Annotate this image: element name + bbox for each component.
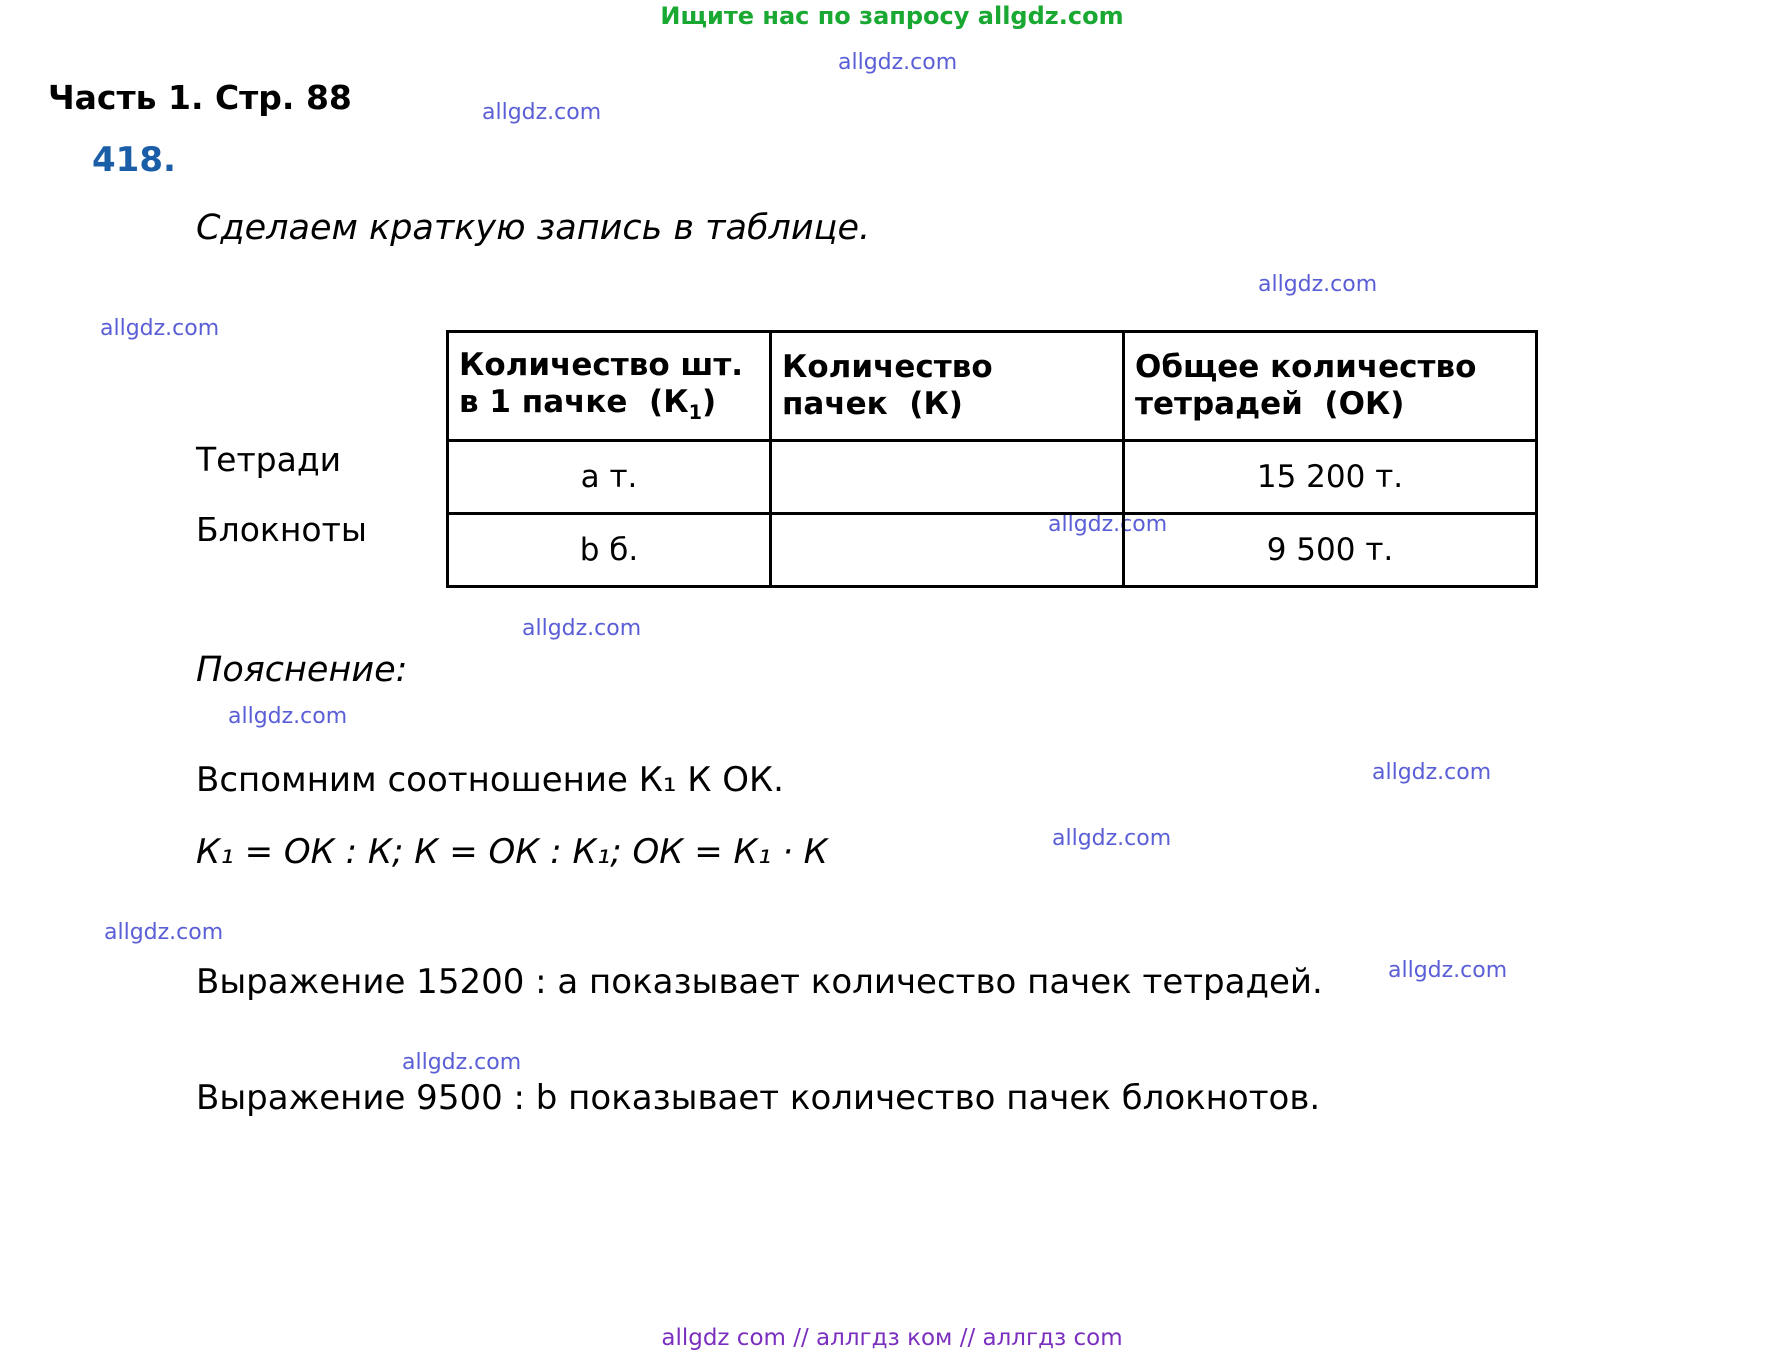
formula-line: К₁ = ОК : К; К = ОК : К₁; ОК = К₁ · К (196, 832, 828, 872)
watermark: allgdz.com (1052, 826, 1172, 851)
table-cell: а т. (448, 441, 771, 514)
table-row (448, 441, 1537, 514)
watermark: allgdz.com (1258, 272, 1378, 297)
table-header-cell: Общее количество тетрадей (ОК) (1124, 332, 1537, 441)
short-note-table (446, 330, 1538, 588)
short-note-table-wrapper (446, 330, 1538, 588)
recall-sentence: Вспомним соотношение К₁ К ОК. (196, 760, 784, 800)
table-cell: 9 500 т. (1124, 514, 1537, 587)
answer-sentence-1: Выражение 15200 : а показывает количество пачек тетрадей. (196, 962, 1323, 1002)
table-header-cell: Количество шт. в 1 пачке $(К_1)$ (448, 332, 771, 441)
table-cell (771, 441, 1124, 514)
watermark: allgdz.com (104, 920, 224, 945)
table-cell (771, 514, 1124, 587)
table-row (448, 514, 1537, 587)
top-promo-banner: Ищите нас по запросу allgdz.com (660, 2, 1124, 30)
intro-sentence: Сделаем краткую запись в таблице. (196, 208, 871, 248)
table-header-row (448, 332, 1537, 441)
watermark: allgdz.com (228, 704, 348, 729)
task-number: 418. (92, 140, 176, 180)
answer-sentence-2: Выражение 9500 : b показывает количество пачек блокнотов. (196, 1078, 1321, 1118)
table-cell: 15 200 т. (1124, 441, 1537, 514)
table-header-cell: Количество пачек (К) (771, 332, 1124, 441)
watermark: allgdz.com (402, 1050, 522, 1075)
page-title: Часть 1. Стр. 88 (48, 78, 352, 117)
watermark: allgdz.com (1372, 760, 1492, 785)
row-label-notebooks: Тетради (196, 440, 342, 479)
table-cell: b б. (448, 514, 771, 587)
bottom-promo-banner: allgdz com // аллгдз ком // аллгдз com (661, 1325, 1123, 1351)
watermark: allgdz.com (1388, 958, 1508, 983)
watermark: allgdz.com (838, 50, 958, 75)
explanation-title: Пояснение: (196, 650, 408, 690)
row-label-notepads: Блокноты (196, 510, 367, 549)
watermark: allgdz.com (100, 316, 220, 341)
watermark: allgdz.com (1048, 512, 1168, 537)
watermark: allgdz.com (522, 616, 642, 641)
watermark: allgdz.com (482, 100, 602, 125)
